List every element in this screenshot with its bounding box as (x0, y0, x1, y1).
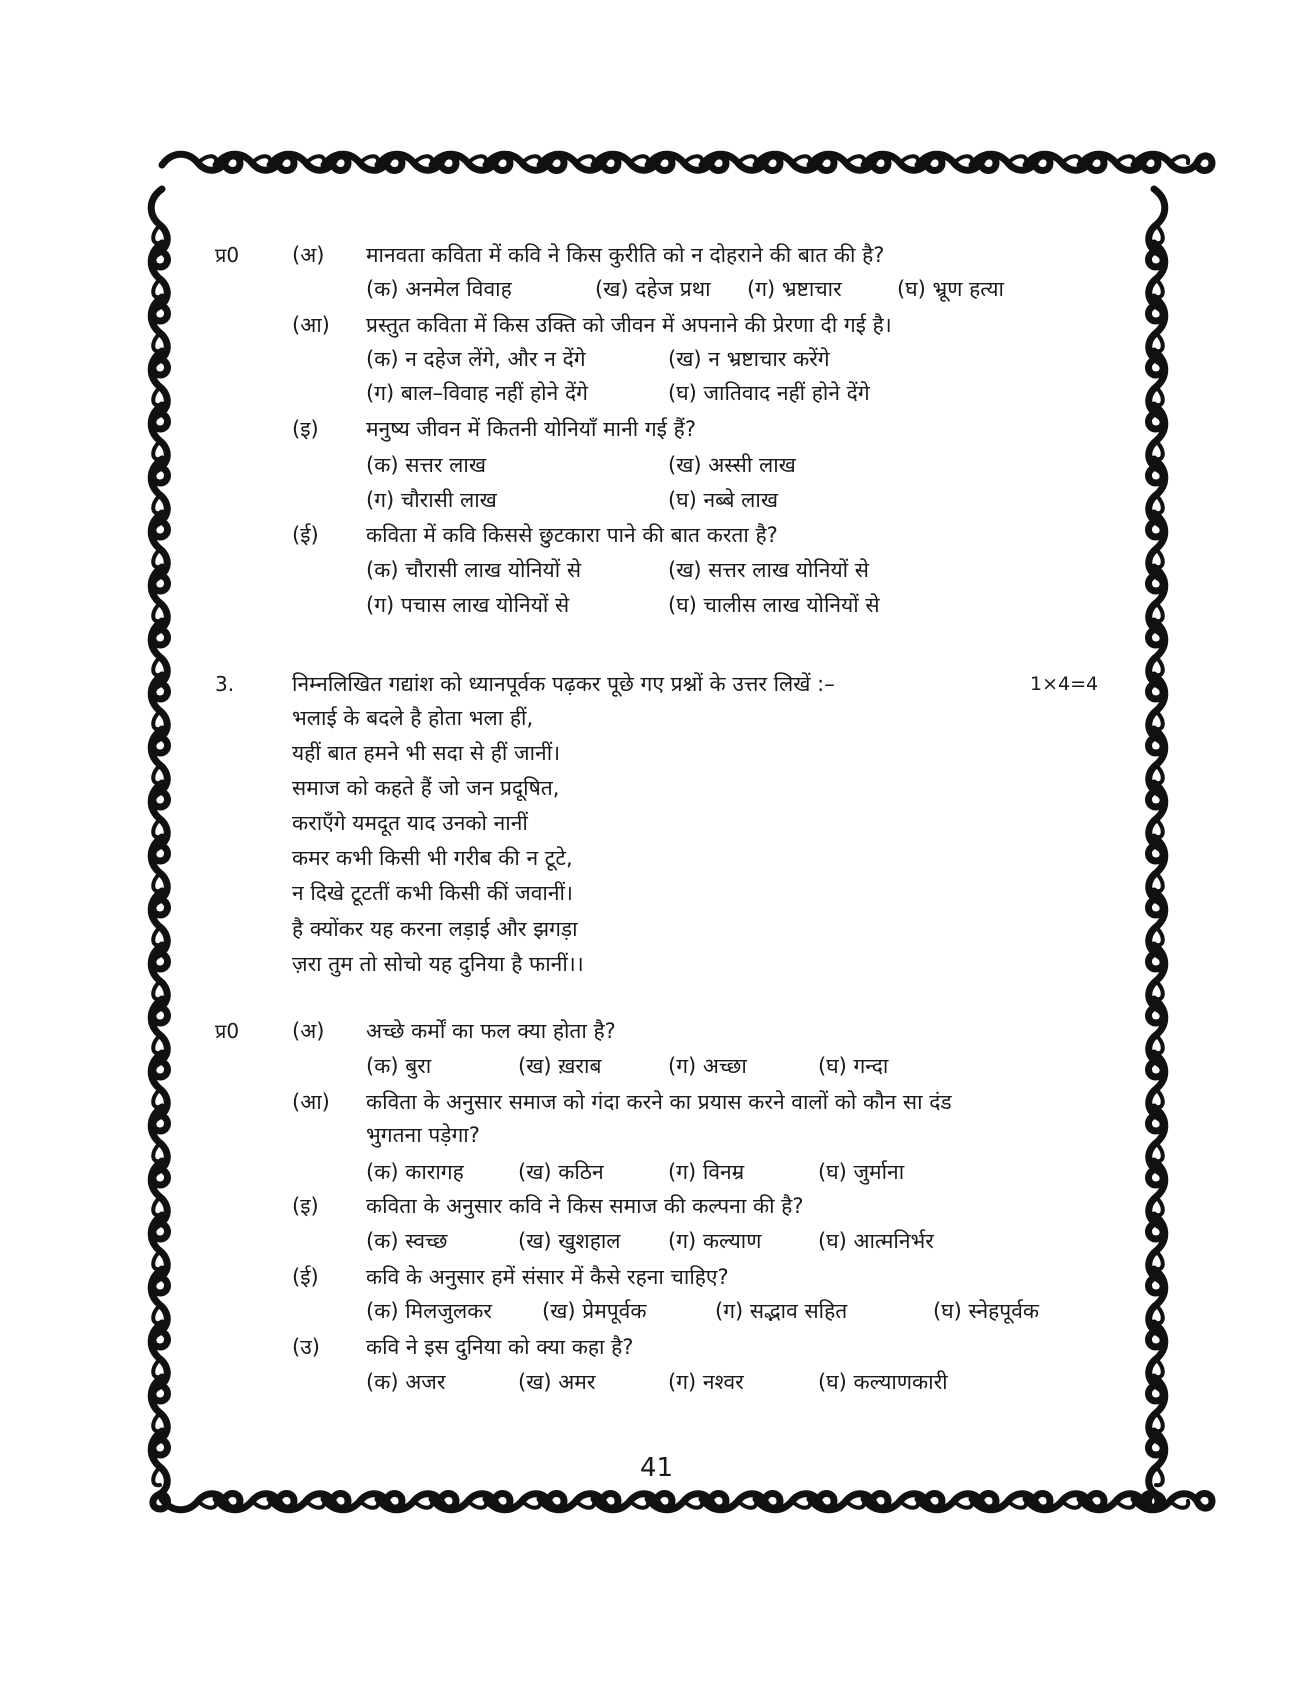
question-marker: (अ) (292, 243, 325, 267)
option: (क) मिलजुलकर (366, 1299, 492, 1323)
option: (क) बुरा (366, 1054, 432, 1078)
question-text: कवि के अनुसार हमें संसार में कैसे रहना चाहिए? (366, 1265, 729, 1289)
option: (ग) पचास लाख योनियों से (366, 593, 570, 617)
question-label: प्र0 (215, 1019, 240, 1043)
option: (ख) प्रेमपूर्वक (542, 1299, 647, 1323)
question-text: प्रस्तुत कविता में किस उक्ति को जीवन में अपनाने की प्रेरणा दी गई है। (366, 313, 892, 337)
option: (क) स्वच्छ (366, 1229, 448, 1253)
question-marker: (इ) (292, 417, 319, 441)
option: (घ) आत्मनिर्भर (818, 1229, 934, 1253)
option: (क) अजर (366, 1370, 446, 1394)
question-text: मनुष्य जीवन में कितनी योनियाँ मानी गई हैं? (366, 417, 696, 441)
option: (ग) विनम्र (668, 1160, 745, 1184)
instruction-text: निम्नलिखित गद्यांश को ध्यानपूर्वक पढ़कर पूछे गए प्रश्नों के उत्तर लिखें :– (292, 672, 835, 696)
option: (घ) नब्बे लाख (668, 488, 779, 512)
poem-line: कमर कभी किसी भी गरीब की न टूटे, (292, 846, 573, 870)
option: (ग) कल्याण (668, 1229, 762, 1253)
question-marker: (ई) (292, 1265, 319, 1289)
poem-line: भलाई के बदले है होता भला हीं, (292, 706, 534, 730)
marks-label: 1×4=4 (1030, 673, 1099, 695)
option: (ख) अमर (518, 1370, 596, 1394)
question-marker: (आ) (292, 313, 330, 337)
poem-line: है क्योंकर यह करना लड़ाई और झगड़ा (292, 917, 578, 941)
poem-line: न दिखे टूटतीं कभी किसी कीं जवानीं। (292, 881, 573, 905)
poem-line: ज़रा तुम तो सोचो यह दुनिया है फानीं।। (292, 952, 584, 976)
option: (क) सत्तर लाख (366, 453, 487, 477)
option: (ख) न भ्रष्टाचार करेंगे (668, 347, 830, 371)
option: (ख) सत्तर लाख योनियों से (668, 558, 869, 582)
option: (घ) चालीस लाख योनियों से (668, 593, 880, 617)
option: (ख) अस्सी लाख (668, 453, 796, 477)
question-marker: (आ) (292, 1090, 330, 1114)
option: (घ) स्नेहपूर्वक (933, 1299, 1040, 1323)
option: (क) कारागह (366, 1160, 464, 1184)
option: (ख) कठिन (518, 1160, 604, 1184)
option: (ग) चौरासी लाख (366, 488, 497, 512)
option: (घ) गन्दा (818, 1054, 889, 1078)
question-text: कविता के अनुसार समाज को गंदा करने का प्रयास करने वालों को कौन सा दंड (366, 1090, 952, 1114)
option: (घ) भ्रूण हत्या (897, 277, 1004, 301)
question-marker: (इ) (292, 1194, 319, 1218)
option: (क) चौरासी लाख योनियों से (366, 558, 582, 582)
option: (ग) अच्छा (668, 1054, 747, 1078)
option: (घ) जातिवाद नहीं होने देंगे (668, 381, 870, 405)
question-marker: (ई) (292, 523, 319, 547)
poem-line: समाज को कहते हैं जो जन प्रदूषित, (292, 776, 560, 800)
poem-line: कराएँगे यमदूत याद उनको नानीं (292, 811, 528, 835)
option: (ख) ख़राब (518, 1054, 602, 1078)
option: (ग) सद्भाव सहित (715, 1299, 848, 1323)
option: (ख) खुशहाल (518, 1229, 621, 1253)
option: (घ) जुर्माना (818, 1160, 905, 1184)
option: (क) न दहेज लेंगे, और न देंगे (366, 347, 586, 371)
option: (ग) भ्रष्टाचार (747, 277, 842, 301)
poem-line: यहीं बात हमने भी सदा से हीं जानीं। (292, 741, 561, 765)
question-marker: (उ) (292, 1335, 320, 1359)
question-text: कविता में कवि किससे छुटकारा पाने की बात करता है? (366, 523, 778, 547)
option: (ख) दहेज प्रथा (595, 277, 711, 301)
question-text: मानवता कविता में कवि ने किस कुरीति को न दोहराने की बात की है? (366, 243, 885, 267)
option: (ग) बाल–विवाह नहीं होने देंगे (366, 381, 588, 405)
question-text: कविता के अनुसार कवि ने किस समाज की कल्पना की है? (366, 1194, 804, 1218)
page-number: 41 (639, 1453, 674, 1483)
question-text: कवि ने इस दुनिया को क्या कहा है? (366, 1335, 634, 1359)
option: (घ) कल्याणकारी (818, 1370, 948, 1394)
question-label: प्र0 (215, 243, 240, 267)
option: (क) अनमेल विवाह (366, 277, 512, 301)
question-number: 3. (215, 672, 235, 696)
question-text: अच्छे कर्मों का फल क्या होता है? (366, 1019, 616, 1043)
question-marker: (अ) (292, 1019, 325, 1043)
option: (ग) नश्वर (668, 1370, 744, 1394)
question-text-continued: भुगतना पड़ेगा? (366, 1123, 480, 1147)
